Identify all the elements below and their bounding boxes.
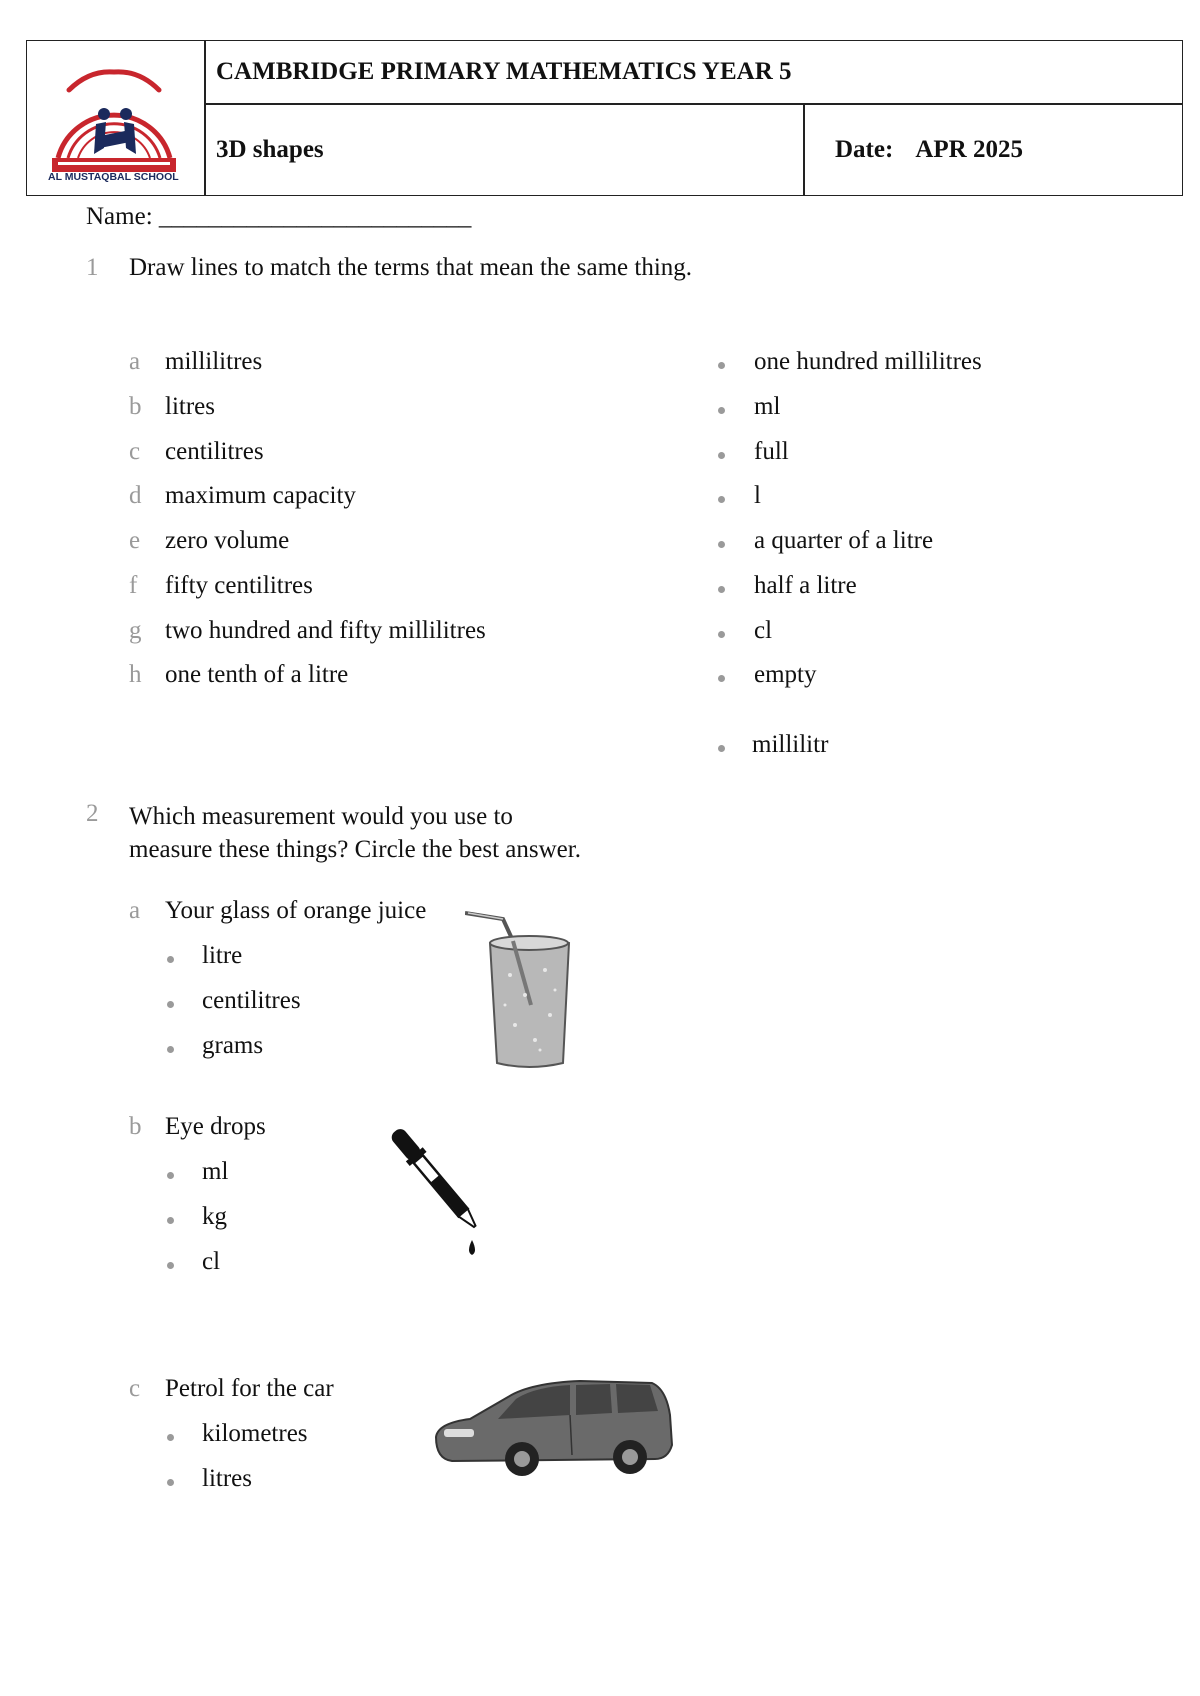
car-image: [430, 1375, 680, 1480]
q2-option-bullet: [167, 1046, 174, 1053]
q1-right-bullet[interactable]: [718, 586, 725, 593]
q1-left-letter: c: [129, 438, 141, 465]
q2-part-letter: a: [129, 897, 141, 924]
q1-left-term[interactable]: fifty centilitres: [165, 572, 313, 599]
q2-part-text: Your glass of orange juice: [165, 897, 427, 924]
name-field[interactable]: Name: _________________________: [86, 203, 472, 230]
q1-right-bullet[interactable]: [718, 407, 725, 414]
q1-right-term[interactable]: one hundred millilitres: [754, 348, 982, 375]
q2-part-text: Eye drops: [165, 1113, 266, 1140]
q1-right-bullet[interactable]: [718, 496, 725, 503]
q2-answer-option[interactable]: litre: [202, 942, 243, 969]
q1-left-term[interactable]: millilitres: [165, 348, 263, 375]
date-field: [835, 136, 1023, 164]
q1-right-term[interactable]: a quarter of a litre: [754, 527, 934, 554]
q2-option-bullet: [167, 1172, 174, 1179]
date-label: Date:: [835, 136, 894, 163]
q1-right-bullet[interactable]: [718, 745, 725, 752]
q2-option-bullet: [167, 1479, 174, 1486]
q1-left-letter: g: [129, 617, 142, 644]
q1-left-term[interactable]: centilitres: [165, 438, 264, 465]
school-logo: [44, 50, 184, 190]
question-1-text: Draw lines to match the terms that mean the same thing.: [129, 254, 693, 281]
q2-answer-option[interactable]: centilitres: [202, 987, 301, 1014]
school-name: AL MUSTAQBAL SCHOOL: [48, 171, 179, 183]
q2-answer-option[interactable]: grams: [202, 1032, 264, 1059]
q1-right-term[interactable]: millilitr: [752, 731, 829, 758]
eye-dropper-image: [380, 1115, 500, 1265]
q1-left-term[interactable]: one tenth of a litre: [165, 661, 349, 688]
q2-option-bullet: [167, 1434, 174, 1441]
q1-right-term[interactable]: half a litre: [754, 572, 857, 599]
q1-left-letter: e: [129, 527, 141, 554]
q2-answer-option[interactable]: kg: [202, 1203, 227, 1230]
q1-left-term[interactable]: two hundred and fifty millilitres: [165, 617, 486, 644]
q1-left-letter: a: [129, 348, 141, 375]
q1-right-bullet[interactable]: [718, 631, 725, 638]
question-2-text: Which measurement would you use to measure these things? Circle the best answer.: [129, 803, 581, 863]
q1-right-term[interactable]: ml: [754, 393, 781, 420]
q1-left-term[interactable]: maximum capacity: [165, 482, 356, 509]
q1-right-bullet[interactable]: [718, 541, 725, 548]
date-value: APR 2025: [915, 136, 1023, 163]
q1-right-bullet[interactable]: [718, 675, 725, 682]
q2-option-bullet: [167, 956, 174, 963]
q1-right-term[interactable]: l: [754, 482, 761, 509]
q2-answer-option[interactable]: cl: [202, 1248, 221, 1275]
q2-option-bullet: [167, 1001, 174, 1008]
q2-part-text: Petrol for the car: [165, 1375, 334, 1402]
q1-right-term[interactable]: full: [754, 438, 789, 465]
q2-option-bullet: [167, 1217, 174, 1224]
q2-part-letter: b: [129, 1113, 142, 1140]
q1-right-term[interactable]: cl: [754, 617, 773, 644]
worksheet-title: CAMBRIDGE PRIMARY MATHEMATICS YEAR 5: [216, 58, 792, 85]
q2-part-letter: c: [129, 1375, 141, 1402]
worksheet-topic: 3D shapes: [216, 136, 324, 163]
q2-answer-option[interactable]: litres: [202, 1465, 252, 1492]
q1-left-letter: b: [129, 393, 142, 420]
q2-answer-option[interactable]: ml: [202, 1158, 229, 1185]
question-2-number: 2: [86, 800, 99, 827]
q1-left-letter: d: [129, 482, 142, 509]
q1-right-term[interactable]: empty: [754, 661, 817, 688]
q1-left-term[interactable]: zero volume: [165, 527, 290, 554]
q2-option-bullet: [167, 1262, 174, 1269]
q1-left-letter: f: [129, 572, 138, 599]
q1-left-letter: h: [129, 661, 142, 688]
q2-answer-option[interactable]: kilometres: [202, 1420, 308, 1447]
q1-left-term[interactable]: litres: [165, 393, 215, 420]
q1-right-bullet[interactable]: [718, 452, 725, 459]
question-1-number: 1: [86, 254, 99, 281]
q1-right-bullet[interactable]: [718, 362, 725, 369]
glass-of-juice-image: [465, 905, 585, 1070]
